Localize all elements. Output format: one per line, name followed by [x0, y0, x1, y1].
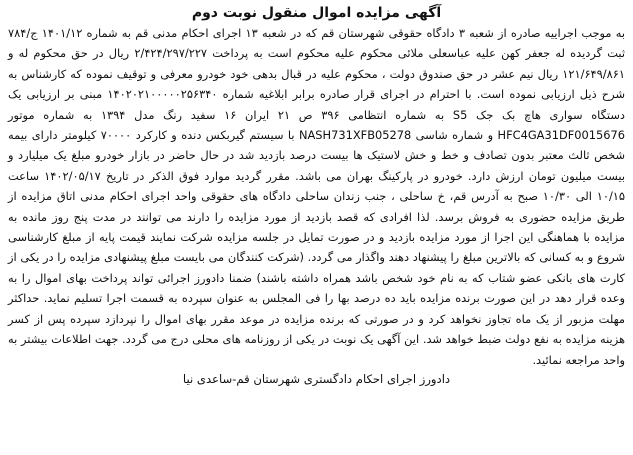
- notice-body: به موجب اجراییه صادره از شعبه ۳ دادگاه حقوقی شهرستان قم که در شعبه ۱۳ اجرای احکام مدنی قم به شماره ۱۴۰۱/۱۲ ج/۷۸۴ ثبت گردیده له جعفر کهن علیه عباسعلی ملائی محکوم علیه محکوم است به پرداخت ۲/۴۲۴/۲۹۷/۲۲۷ ریال در حق محکوم له و ۱۲۱/۶۴۹/۸۶۱ ریال نیم عشر در حق صندوق دولت ، محکوم علیه در قبال بدهی خود خودرو معرفی و توقیف نموده که کارشناس به شرح ذیل ارزیابی نموده است. با احترام در اجرای قرار صادره برابر ابلاغیه شماره ۱۴۰۲۰۲۱۰۰۰۰۰۲۵۶۳۴۰ مبنی بر ارزیابی یک دستگاه سواری هاچ بک جک S5 به شماره انتظامی ۳۹۶ ص ۲۱ ایران ۱۶ سفید رنگ مدل ۱۳۹۴ به شماره موتور HFC4GA31DF0015676 و شماره شاسی NASH731XFB05278 با سیستم گیربکس دنده و کارکرد ۷۰۰۰۰ کیلومتر دارای بیمه شخص ثالث معتبر بدون تصادف و خط و خش لاستیک ها بیست درصد بازدید شد در حال حاضر در بازار خودرو مبلغ یک میلیارد و بیست میلیون تومان ارزش دارد. خودرو در پارکینگ بهران می باشد. مقرر گردید موارد فوق الذکر در تاریخ ۱۴۰۲/۰۵/۱۷ ساعت ۱۰/۱۵ الی ۱۰/۳۰ صبح به آدرس قم، خ ساحلی ، جنب زندان ساحلی دادگاه های حقوقی واحد اجرای احکام مدنی اتاق مزایده از طریق مزایده حضوری به فروش برسد. لذا افرادی که قصد بازدید از مورد مزایده را دارند می توانند در مدت پنج روز مانده به مزایده با هماهنگی این اجرا از مورد مزایده بازدید و در صورت تمایل در جلسه مزایده شرکت نمایند قیمت پایه از مبلغ کارشناسی شروع و به کسانی که بالاترین مبلغ را پیشنهاد دهند واگذار می گردد. (شرکت کنندگان می بایست مبلغ پیشنهادی مزایده را در یکی از کارت های بانکی عضو شتاب که به نام خود شخص باشد همراه داشته باشند) ضمنا دادورز اجرائی تواند پرداخت بهای اموال را به وعده قرار دهد در این صورت برنده مزایده باید ده درصد بها را فی المجلس به عنوان سپرده به قسمت اجرا تسلیم نماید. حداکثر مهلت مزبور از یک ماه تجاوز نخواهد کرد و در صورتی که برنده مزایده در موعد مقرر بهای اموال را نپردازد سپرده پس از کسر هزینه مزایده به نفع دولت ضبط خواهد شد. این آگهی یک نوبت در یکی از روزنامه های محلی درج می گردد. جهت اطلاعات بیشتر به واحد مراجعه نمائید.: [8, 26, 626, 367]
- notice-title: آگهی مزایده اموال منقول نوبت دوم: [191, 5, 442, 21]
- notice-signature: دادورز اجرای احکام دادگستری شهرستان قم-ساعدی نیا: [182, 371, 451, 386]
